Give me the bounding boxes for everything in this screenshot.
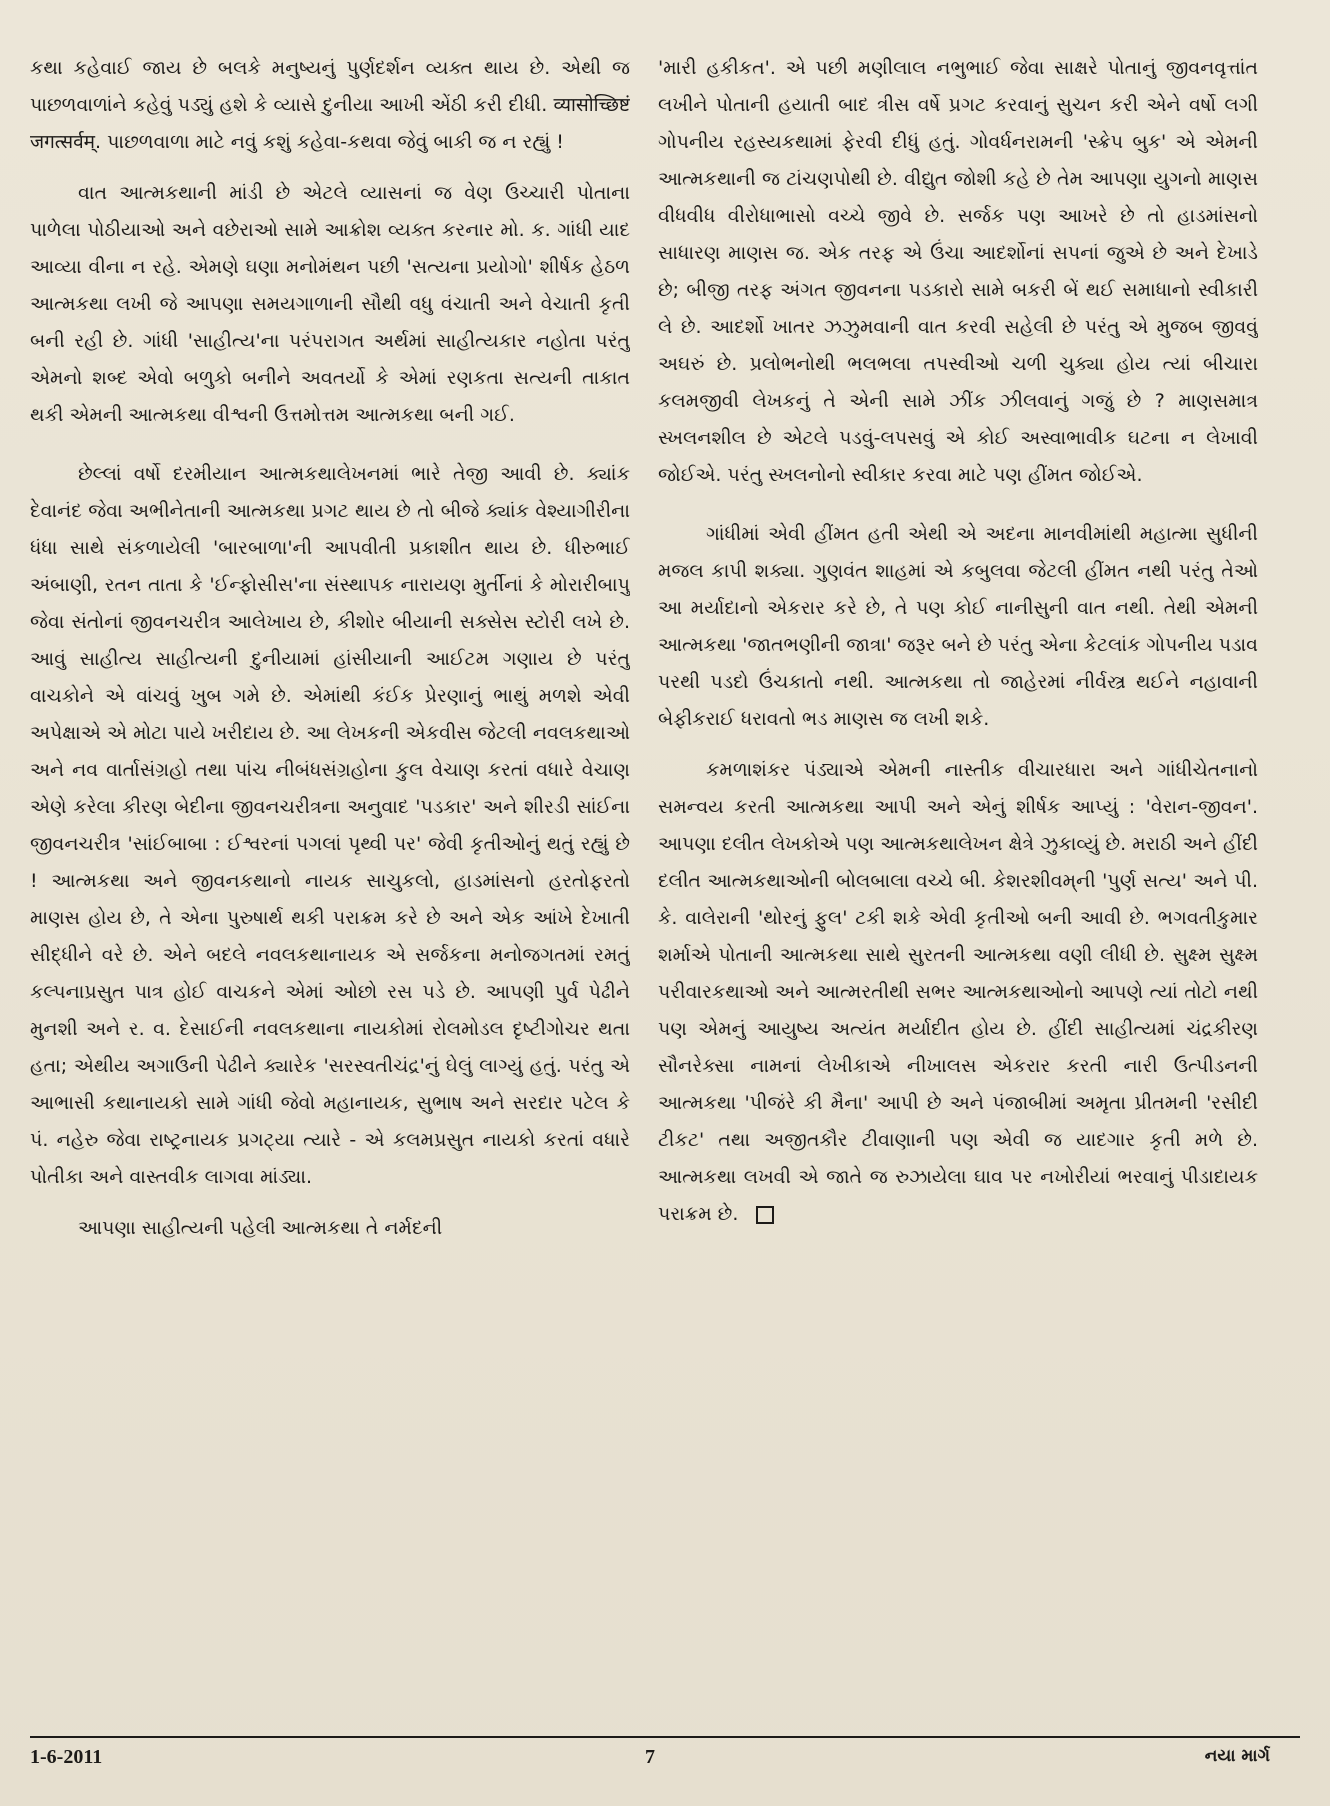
right-column [658, 50, 1258, 1730]
paragraph: આપણા સાહીત્યની પહેલી આત્મકથા તે નર્મદની [78, 1217, 443, 1239]
paragraph: 'મારી હકીકત'. એ પછી મણીલાલ નભુભાઈ જેવા સાક્ષરે પોતાનું જીવનવૃત્તાંત લખીને પોતાની હયાતી બાદ ત્રીસ વર્ષે પ્રગટ કરવાનું સુચન કરી એને વર્ષો લગી ગોપનીય રહસ્યકથામાં ફેરવી દીધું હતું. ગોવર્ધનરામની 'સ્ક્રેપ બુક' એ એમની આત્મકથાની જ ટાંચણપોથી છે. વીદ્યુત જોશી કહે છે તેમ આપણા યુગનો માણસ વીધવીધ વીરોધાભાસો વચ્ચે જીવે છે. સર્જક પણ આખરે છે તો હાડમાંસનો સાધારણ માણસ જ. એક તરફ એ ઉંચા આદર્શોનાં સપનાં જુએ છે અને દેખાડે છે; બીજી તરફ અંગત જીવનના પડકારો સામે બકરી બેં થઈ સમાધાનો સ્વીકારી લે છે. આદર્શો ખાતર ઝઝુમવાની વાત કરવી સહેલી છે પરંતુ એ મુજબ જીવવું અઘરું છે. પ્રલોભનોથી ભલભલા તપસ્વીઓ ચળી ચુક્યા હોય ત્યાં બીચારા કલમજીવી લેખકનું તે એની સામે ઝીંક ઝીલવાનું ગજું છે ? માણસમાત્ર સ્ખલનશીલ છે એટલે પડવું-લપસવું એ કોઈ અસ્વાભાવીક ઘટના ન લેખાવી જોઈએ. પરંતુ સ્ખલનોનો સ્વીકાર કરવા માટે પણ હીંમત જોઈએ. [658, 57, 1258, 486]
magazine-name: નયા માર્ગ [1204, 1746, 1270, 1766]
page-footer [30, 1746, 1300, 1786]
paragraph: કથા કહેવાઈ જાય છે બલકે મનુષ્યનું પુર્ણદર્શન વ્યક્ત થાય છે. એથી જ પાછળવાળાંને કહેવું પડ્યું હશે કે વ્યાસે દુનીયા આખી એંઠી કરી દીધી. व्यासोच्छिष्टं जगत्सर्वम्. પાછળવાળા માટે નવું કશું કહેવા-કથવા જેવું બાકી જ ન રહ્યું ! [30, 57, 630, 153]
footer-rule [30, 1736, 1300, 1738]
paragraph [658, 752, 1258, 1233]
end-of-article-mark [756, 1206, 774, 1224]
paragraph-text: કમળાશંકર પંડ્યાએ એમની નાસ્તીક વીચારધારા અને ગાંધીચેતનાનો સમન્વય કરતી આત્મકથા આપી અને એનું શીર્ષક આપ્યું : 'વેરાન-જીવન'. આપણા દલીત લેખકોએ પણ આત્મકથાલેખન ક્ષેત્રે ઝુકાવ્યું છે. મરાઠી અને હીંદી દલીત આત્મકથાઓની બોલબાલા વચ્ચે બી. કેશરશીવમ્‌ની 'પુર્ણ સત્ય' અને પી. કે. વાલેરાની 'થોરનું ફુલ' ટકી શકે એવી કૃતીઓ બની આવી છે. ભગવતીકુમાર શર્માએ પોતાની આત્મકથા સાથે સુરતની આત્મકથા વણી લીધી છે. સુક્ષ્મ સુક્ષ્મ પરીવારકથાઓ અને આત્મરતીથી સભર આત્મકથાઓનો આપણે ત્યાં તોટો નથી પણ એમનું આયુષ્ય અત્યંત મર્યાદીત હોય છે. હીંદી સાહીત્યમાં ચંદ્રકીરણ સૌનરેક્સા નામનાં લેખીકાએ નીખાલસ એકરાર કરતી નારી ઉત્પીડનની આત્મકથા 'પીજંરે કી મૈના' આપી છે અને પંજાબીમાં અમૃતા પ્રીતમની 'રસીદી ટીકટ' તથા અજીતકૌર ટીવાણાની પણ એવી જ યાદગાર કૃતી મળે છે. આત્મકથા લખવી એ જાતે જ રુઝાયેલા ઘાવ પર નખોરીયાં ભરવાનું પીડાદાયક પરાક્રમ છે. [658, 759, 1258, 1225]
paragraph: વાત આત્મકથાની માંડી છે એટલે વ્યાસનાં જ વેણ ઉચ્ચારી પોતાના પાળેલા પોઠીયાઓ અને વછેરાઓ સામે આક્રોશ વ્યક્ત કરનાર મો. ક. ગાંધી યાદ આવ્યા વીના ન રહે. એમણે ઘણા મનોમંથન પછી 'સત્યના પ્રયોગો' શીર્ષક હેઠળ આત્મકથા લખી જે આપણા સમયગાળાની સૌથી વધુ વંચાતી અને વેચાતી કૃતી બની રહી છે. ગાંધી 'સાહીત્ય'ના પરંપરાગત અર્થમાં સાહીત્યકાર નહોતા પરંતુ એમનો શબ્દ એવો બળુકો બનીને અવતર્યો કે એમાં રણકતા સત્યની તાકાત થકી એમની આત્મકથા વીશ્વની ઉત્તમોત્તમ આત્મકથા બની ગઈ. [30, 182, 630, 426]
issue-date: 1-6-2011 [30, 1746, 103, 1768]
paragraph: છેલ્લાં વર્ષો દરમીયાન આત્મકથાલેખનમાં ભારે તેજી આવી છે. ક્યાંક દેવાનંદ જેવા અભીનેતાની આત્મકથા પ્રગટ થાય છે તો બીજે ક્યાંક વેશ્યાગીરીના ધંધા સાથે સંકળાયેલી 'બારબાળા'ની આપવીતી પ્રકાશીત થાય છે. ધીરુભાઈ અંબાણી, રતન તાતા કે 'ઈન્ફોસીસ'ના સંસ્થાપક નારાયણ મુર્તીનાં કે મોરારીબાપુ જેવા સંતોનાં જીવનચરીત્ર આલેખાય છે, કીશોર બીયાની સક્સેસ સ્ટોરી લખે છે. આવું સાહીત્ય સાહીત્યની દુનીયામાં હાંસીયાની આઈટમ ગણાય છે પરંતુ વાચકોને એ વાંચવું ખુબ ગમે છે. એમાંથી કંઈક પ્રેરણાનું ભાથું મળશે એવી અપેક્ષાએ એ મોટા પાયે ખરીદાય છે. આ લેખકની એકવીસ જેટલી નવલકથાઓ અને નવ વાર્તાસંગ્રહો તથા પાંચ નીબંધસંગ્રહોના કુલ વેચાણ કરતાં વધારે વેચાણ એણે કરેલા કીરણ બેદીના જીવનચરીત્રના અનુવાદ 'પડકાર' અને શીરડી સાંઈના જીવનચરીત્ર 'સાંઈબાબા : ઈશ્વરનાં પગલાં પૃથ્વી પર' જેવી કૃતીઓનું થતું રહ્યું છે ! આત્મકથા અને જીવનકથાનો નાયક સાચુકલો, હાડમાંસનો હરતોફરતો માણસ હોય છે, તે એના પુરુષાર્થ થકી પરાક્રમ કરે છે અને એક આંખે દેખાતી સીદ્ધીને વરે છે. એને બદલે નવલકથાનાયક એ સર્જકના મનોજગતમાં રમતું કલ્પનાપ્રસુત પાત્ર હોઈ વાચકને એમાં ઓછો રસ પડે છે. આપણી પુર્વ પેઢીને મુનશી અને ર. વ. દેસાઈની નવલકથાના નાયકોમાં રોલમોડલ દૃષ્ટીગોચર થતા હતા; એથીય અગાઉની પેઢીને ક્યારેક 'સરસ્વતીચંદ્ર'નું ઘેલું લાગ્યું હતું. પરંતુ એ આભાસી કથાનાયકો સામે ગાંધી જેવો મહાનાયક, સુભાષ અને સરદાર પટેલ કે પં. નહેરુ જેવા રાષ્ટ્રનાયક પ્રગટ્યા ત્યારે - એ કલમપ્રસુત નાયકો કરતાં વધારે પોતીકા અને વાસ્તવીક લાગવા માંડ્યા. [30, 463, 630, 1188]
paragraph: ગાંધીમાં એવી હીંમત હતી એથી એ અદના માનવીમાંથી મહાત્મા સુધીની મજલ કાપી શક્યા. ગુણવંત શાહમાં એ કબુલવા જેટલી હીંમત નથી પરંતુ તેઓ આ મર્યાદાનો એકરાર કરે છે, તે પણ કોઈ નાનીસુની વાત નથી. તેથી એમની આત્મકથા 'જાતભણીની જાત્રા' જરૂર બને છે પરંતુ એના કેટલાંક ગોપનીય પડાવ પરથી પડદો ઉંચકાતો નથી. આત્મકથા તો જાહેરમાં નીર્વસ્ત્ર થઈને નહાવાની બેફીકરાઈ ધરાવતો ભડ માણસ જ લખી શકે. [658, 523, 1258, 730]
page-number: 7 [645, 1746, 655, 1768]
left-column [30, 50, 630, 1730]
